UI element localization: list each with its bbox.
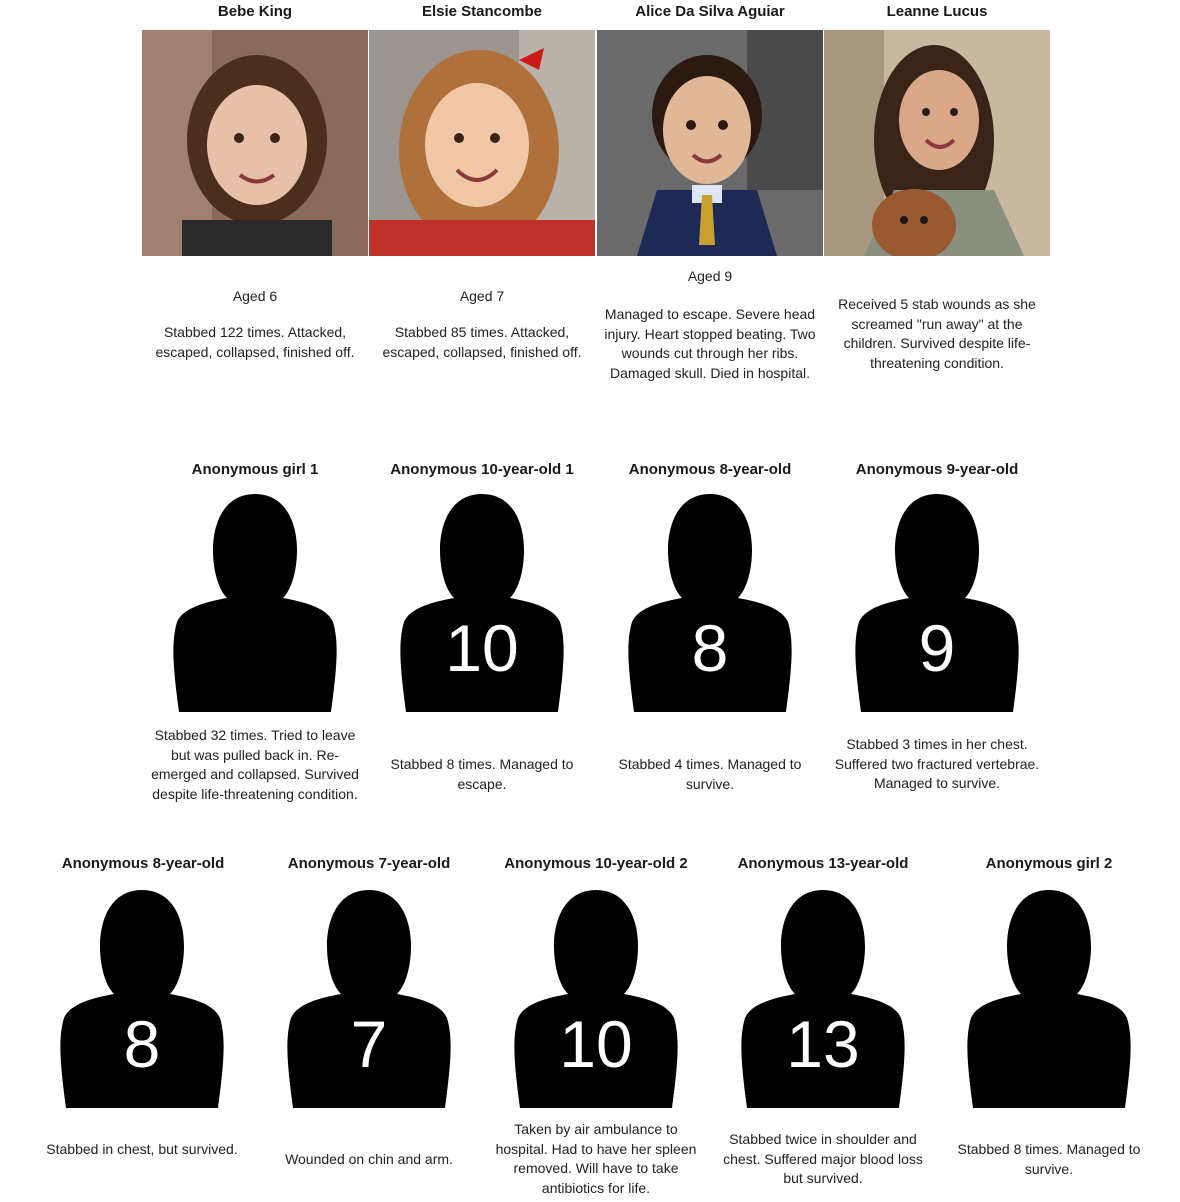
age-number: 8 [123,1007,161,1081]
age-number: 9 [918,611,956,685]
age-number: 8 [691,611,729,685]
person-description: Stabbed 85 times. Attacked, escaped, collapsed, finished off. [382,324,582,360]
girl-silhouette-icon [392,492,572,712]
person-description: Stabbed 8 times. Managed to survive. [957,1141,1141,1177]
person-name: Anonymous 9-year-old [855,461,1019,478]
person-name: Leanne Lucus [886,3,988,20]
person-name: Anonymous 8-year-old [628,461,792,478]
person-age: Aged 7 [459,288,505,304]
age-number: 10 [445,611,519,685]
person-description: Stabbed in chest, but survived. [46,1141,238,1157]
girl-silhouette-icon [847,492,1027,712]
person-description: Stabbed 32 times. Tried to leave but was pulled back in. Re-emerged and collapsed. Survived despite life-threatening condition. [151,727,359,802]
person-name: Anonymous 8-year-old [61,855,225,872]
person-name: Anonymous 13-year-old [737,855,909,872]
person-age: Aged 9 [687,268,733,284]
person-description: Stabbed 8 times. Managed to escape. [390,756,574,792]
girl-silhouette-icon [959,888,1139,1108]
age-number: 10 [559,1007,633,1081]
person-description: Stabbed 122 times. Attacked, escaped, collapsed, finished off. [155,324,355,360]
person-name: Anonymous 10-year-old 2 [504,855,688,872]
age-number: 7 [350,1007,388,1081]
person-name: Anonymous 7-year-old [287,855,451,872]
person-name: Anonymous girl 1 [191,461,319,478]
person-name: Alice Da Silva Aguiar [635,3,785,20]
girl-silhouette-icon [52,888,232,1108]
person-name: Bebe King [217,3,293,20]
girl-silhouette-icon [620,492,800,712]
girl-portrait-photo [369,30,595,256]
girl-silhouette-icon [733,888,913,1108]
person-description: Received 5 stab wounds as she screamed "run away" at the children. Survived despite life-threatening condition. [838,296,1036,371]
person-name: Anonymous 10-year-old 1 [390,461,574,478]
person-description: Managed to escape. Severe head injury. Heart stopped beating. Two wounds cut through her ribs. Damaged skull. Died in hospital. [604,306,816,381]
person-description: Wounded on chin and arm. [285,1151,453,1167]
woman-with-dog-photo [824,30,1050,256]
person-description: Stabbed twice in shoulder and chest. Suffered major blood loss but survived. [723,1131,923,1186]
girl-silhouette-icon [279,888,459,1108]
girl-portrait-photo [597,30,823,256]
person-age: Aged 6 [232,288,278,304]
person-name: Anonymous girl 2 [985,855,1113,872]
age-number: 13 [786,1007,860,1081]
girl-silhouette-icon [506,888,686,1108]
girl-silhouette-icon [165,492,345,712]
person-description: Stabbed 4 times. Managed to survive. [618,756,802,792]
girl-portrait-photo [142,30,368,256]
person-description: Taken by air ambulance to hospital. Had to have her spleen removed. Will have to take antibiotics for life. [495,1121,697,1196]
person-description: Stabbed 3 times in her chest. Suffered two fractured vertebrae. Managed to survive. [834,736,1040,791]
person-name: Elsie Stancombe [421,3,543,20]
